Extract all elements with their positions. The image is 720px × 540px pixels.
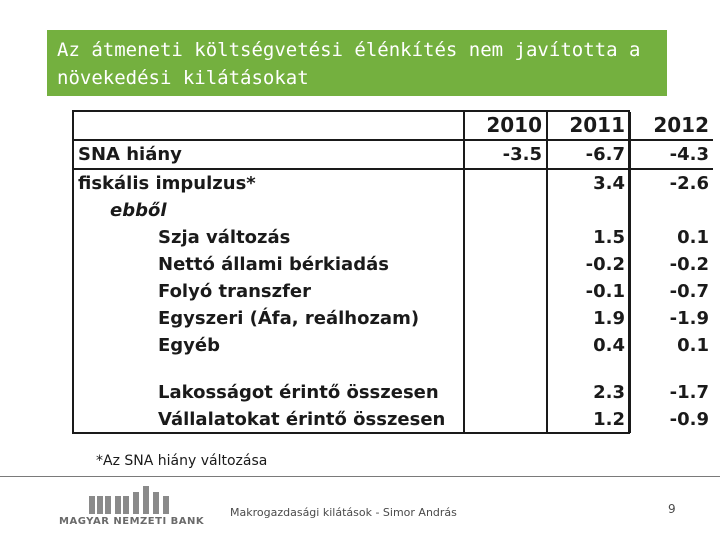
logo-text: MAGYAR NEMZETI BANK <box>59 516 205 527</box>
header-cell-label <box>74 112 464 140</box>
spacer-cell <box>74 359 464 379</box>
cell-2012: -1.7 <box>630 379 713 406</box>
cell-2012: -0.9 <box>630 406 713 433</box>
cell-2010 <box>464 379 547 406</box>
cell-2011: 1.5 <box>547 224 630 251</box>
row-label: Lakosságot érintő összesen <box>158 382 439 403</box>
cell-2012: -0.2 <box>630 251 713 278</box>
row-label: fiskális impulzus* <box>78 173 256 194</box>
cell-2011: 2.3 <box>547 379 630 406</box>
cell-2011: -6.7 <box>547 140 630 169</box>
cell-2012: -0.7 <box>630 278 713 305</box>
row-label: Egyszeri (Áfa, reálhozam) <box>158 308 420 329</box>
cell-2010 <box>464 278 547 305</box>
row-label: Folyó transzfer <box>158 281 312 302</box>
cell-2012: -4.3 <box>630 140 713 169</box>
cell-2010 <box>464 224 547 251</box>
table-row <box>74 406 713 433</box>
table-row <box>74 278 713 305</box>
cell-2010 <box>464 169 547 197</box>
spacer-cell <box>630 359 713 379</box>
slide-title: Az átmeneti költségvetési élénkítés nem javította a növekedési kilátásokat <box>57 39 641 89</box>
row-label: Szja változás <box>158 227 291 248</box>
cell-2012 <box>630 197 713 224</box>
footnote: *Az SNA hiány változása <box>96 453 268 469</box>
cell-2010 <box>464 332 547 359</box>
page-number: 9 <box>668 502 676 516</box>
table-row <box>74 379 713 406</box>
cell-2011: -0.1 <box>547 278 630 305</box>
cell-2010 <box>464 406 547 433</box>
cell-2011 <box>547 197 630 224</box>
header-cell-2012: 2012 <box>630 112 713 140</box>
cell-2011: 3.4 <box>547 169 630 197</box>
table-row <box>74 197 713 224</box>
table-row <box>74 224 713 251</box>
cell-2011: 1.2 <box>547 406 630 433</box>
cell-2010 <box>464 305 547 332</box>
cell-2012: -2.6 <box>630 169 713 197</box>
table-row <box>74 140 713 169</box>
data-table <box>72 110 709 434</box>
cell-2011: 1.9 <box>547 305 630 332</box>
table-spacer-row <box>74 359 713 379</box>
header-cell-2010: 2010 <box>464 112 547 140</box>
cell-2011: -0.2 <box>547 251 630 278</box>
row-label: Vállalatokat érintő összesen <box>158 409 446 430</box>
row-label: SNA hiány <box>74 140 464 169</box>
spacer-cell <box>464 359 547 379</box>
cell-2012: -1.9 <box>630 305 713 332</box>
spacer-cell <box>547 359 630 379</box>
cell-2011: 0.4 <box>547 332 630 359</box>
title-bar <box>47 30 667 96</box>
mnb-logo <box>55 480 205 532</box>
table-row <box>74 251 713 278</box>
row-label: Egyéb <box>158 335 221 356</box>
table-row <box>74 332 713 359</box>
table-row <box>74 305 713 332</box>
footer-divider <box>0 476 720 477</box>
row-label: Nettó állami bérkiadás <box>158 254 389 275</box>
table-row <box>74 169 713 197</box>
cell-2012: 0.1 <box>630 224 713 251</box>
cell-2010 <box>464 251 547 278</box>
header-cell-2011: 2011 <box>547 112 630 140</box>
cell-2012: 0.1 <box>630 332 713 359</box>
cell-2010 <box>464 197 547 224</box>
table-header-row <box>74 112 713 140</box>
footer-text: Makrogazdasági kilátások - Simor András <box>230 506 457 519</box>
cell-2010: -3.5 <box>464 140 547 169</box>
row-label: ebből <box>110 200 167 221</box>
